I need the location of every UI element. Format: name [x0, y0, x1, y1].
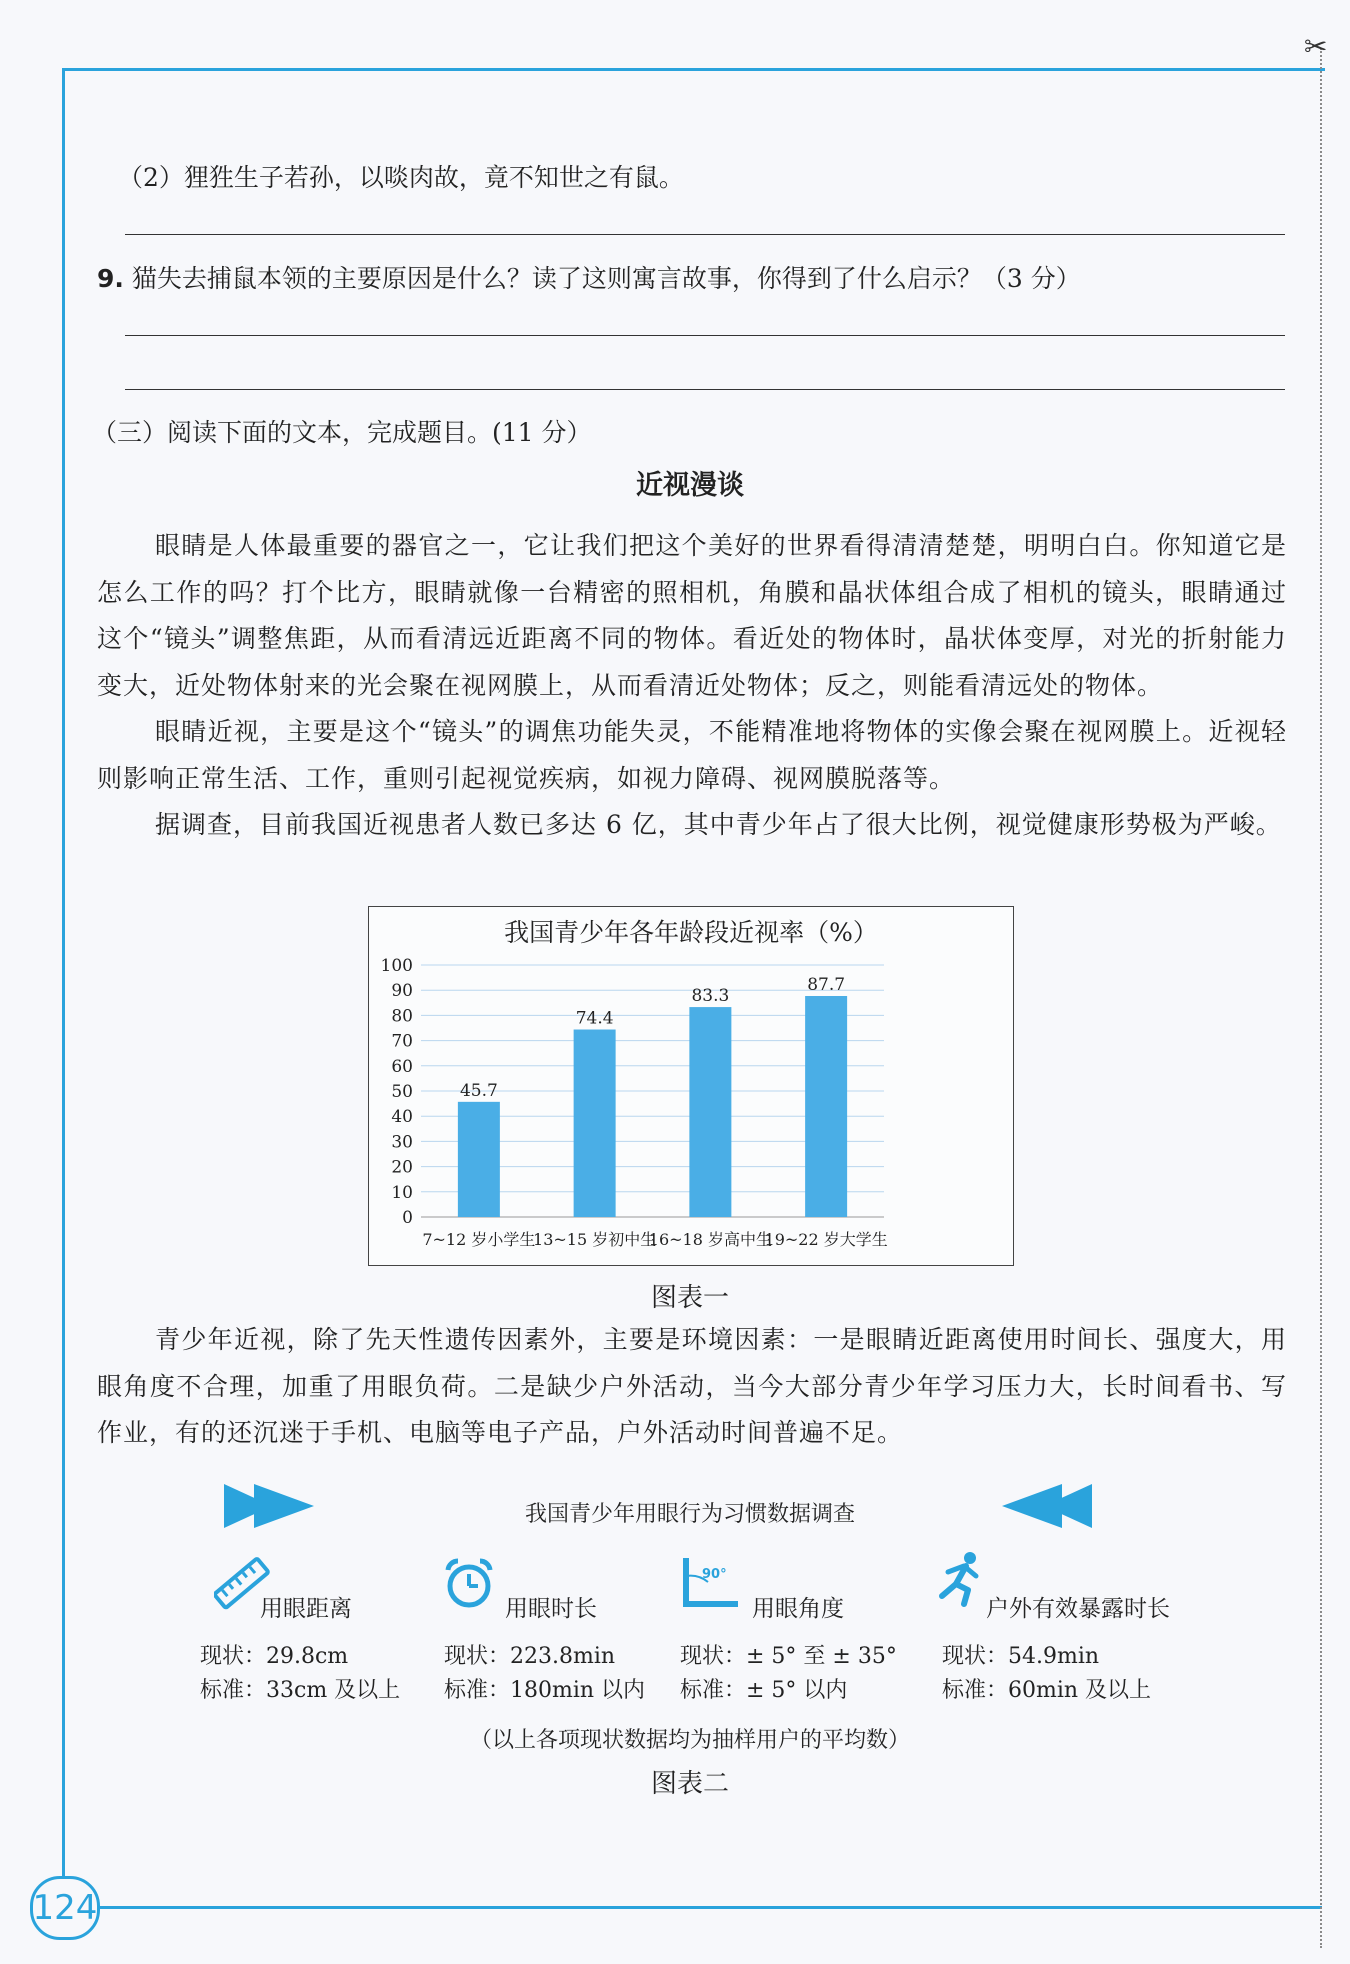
survey-item-3-current: 现状：± 5° 至 ± 35° — [680, 1644, 897, 1669]
survey-item-1-current: 现状：29.8cm — [200, 1644, 349, 1669]
page-number: 124 — [30, 1876, 100, 1940]
scissors-icon: ✂ — [1304, 30, 1328, 63]
chart-y-tick-label: 80 — [391, 1006, 413, 1027]
running-person-icon — [934, 1550, 988, 1608]
paragraph-1: 眼睛是人体最重要的器官之一，它让我们把这个美好的世界看得清清楚楚，明明白白。你知道它是怎么工作的吗？打个比方，眼睛就像一台精密的照相机，角膜和晶状体组合成了相机的镜头，眼睛通过这个“镜头”调整焦距，从而看清远近距离不同的物体。看近处的物体时，晶状体变厚，对光的折射能力变大，近处物体射来的光会聚在视网膜上，从而看清近处物体；反之，则能看清远处的物体。 — [97, 531, 1287, 700]
chart-y-tick-label: 70 — [391, 1031, 413, 1052]
chart-bar — [689, 1007, 731, 1217]
survey-item-3-stats — [680, 1640, 897, 1708]
survey-item-4-stats — [942, 1640, 1151, 1708]
survey-item-3-label: 用眼角度 — [752, 1596, 844, 1622]
survey-item-2-standard: 标准：180min 以内 — [444, 1678, 646, 1703]
chart-y-tick-label: 30 — [391, 1132, 413, 1153]
survey-note: （以上各项现状数据均为抽样用户的平均数） — [469, 1728, 910, 1753]
survey-item-4-standard: 标准：60min 及以上 — [942, 1678, 1152, 1703]
chart-svg — [369, 907, 1013, 1265]
article-body-bottom — [97, 1317, 1287, 1457]
survey-item-1-label: 用眼距离 — [260, 1596, 352, 1622]
chart-y-tick-label: 90 — [391, 981, 413, 1002]
survey-item-2-label: 用眼时长 — [505, 1596, 597, 1622]
chart-data-label: 83.3 — [691, 986, 730, 1007]
survey-item-2-stats — [444, 1640, 645, 1708]
answer-line-2 — [125, 335, 1285, 336]
chart-bar — [805, 996, 847, 1217]
chart-myopia-rate — [368, 906, 1014, 1266]
figure-2-caption: 图表二 — [650, 1769, 729, 1799]
chart-data-label: 87.7 — [807, 974, 846, 995]
angle-icon — [680, 1556, 742, 1612]
chart-category-label: 16~18 岁高中生 — [648, 1230, 772, 1249]
chart-category-label: 19~22 岁大学生 — [764, 1230, 888, 1249]
question-9 — [97, 264, 1081, 294]
paragraph-4: 青少年近视，除了先天性遗传因素外，主要是环境因素：一是眼睛近距离使用时间长、强度大，用眼角度不合理，加重了用眼负荷。二是缺少户外活动，当今大部分青少年学习压力大，长时间看书、写作业，有的还沉迷于手机、电脑等电子产品，户外活动时间普遍不足。 — [97, 1325, 1287, 1447]
double-arrow-left-icon — [990, 1480, 1092, 1532]
survey-item-1-standard: 标准：33cm 及以上 — [200, 1678, 401, 1703]
chart-y-tick-label: 50 — [391, 1082, 413, 1102]
chart-data-label: 45.7 — [459, 1080, 498, 1101]
chart-y-tick-label: 0 — [402, 1208, 413, 1228]
chart-bar — [574, 1030, 616, 1217]
chart-category-label: 7~12 岁小学生 — [422, 1230, 536, 1249]
survey-item-3-standard: 标准：± 5° 以内 — [680, 1678, 848, 1703]
survey-item-4-label: 户外有效暴露时长 — [986, 1596, 1170, 1622]
chart-y-tick-label: 40 — [391, 1107, 413, 1128]
paragraph-3: 据调查，目前我国近视患者人数已多达 6 亿，其中青少年占了很大比例，视觉健康形势极为严峻。 — [155, 810, 1282, 839]
chart-data-label: 74.4 — [575, 1008, 614, 1029]
survey-item-2-current: 现状：223.8min — [444, 1644, 616, 1669]
cut-line — [1320, 48, 1322, 1948]
survey-item-1-stats — [200, 1640, 400, 1708]
answer-line-3 — [125, 389, 1285, 390]
chart-y-tick-label: 10 — [391, 1182, 413, 1203]
question-9-text: 猫失去捕鼠本领的主要原因是什么？读了这则寓言故事，你得到了什么启示？（3 分） — [123, 264, 1081, 293]
chart-title: 我国青少年各年龄段近视率（%） — [504, 918, 878, 947]
paragraph-2: 眼睛近视，主要是这个“镜头”的调焦功能失灵，不能精准地将物体的实像会聚在视网膜上。近视轻则影响正常生活、工作，重则引起视觉疾病，如视力障碍、视网膜脱落等。 — [97, 717, 1287, 793]
answer-line-1 — [125, 234, 1285, 235]
figure-1-caption: 图表一 — [650, 1283, 729, 1313]
alarm-clock-icon — [444, 1558, 494, 1610]
chart-bar — [458, 1102, 500, 1217]
section-3-heading: （三）阅读下面的文本，完成题目。(11 分） — [92, 418, 592, 447]
survey-item-4-current: 现状：54.9min — [942, 1644, 1100, 1669]
chart-y-tick-label: 20 — [391, 1157, 413, 1178]
page-frame-bottom — [62, 1906, 1322, 1909]
survey-title: 我国青少年用眼行为习惯数据调查 — [524, 1502, 855, 1527]
article-title: 近视漫谈 — [636, 470, 744, 501]
angle-icon-label: 90° — [702, 1567, 727, 1582]
chart-y-tick-label: 60 — [391, 1056, 413, 1077]
chart-category-label: 13~15 岁初中生 — [533, 1230, 657, 1249]
chart-y-tick-label: 100 — [380, 956, 413, 976]
question-9-number: 9. — [97, 264, 124, 293]
q8-part2: （2）狸狌生子若孙，以啖肉故，竟不知世之有鼠。 — [118, 163, 684, 192]
article-body-top — [97, 523, 1287, 849]
